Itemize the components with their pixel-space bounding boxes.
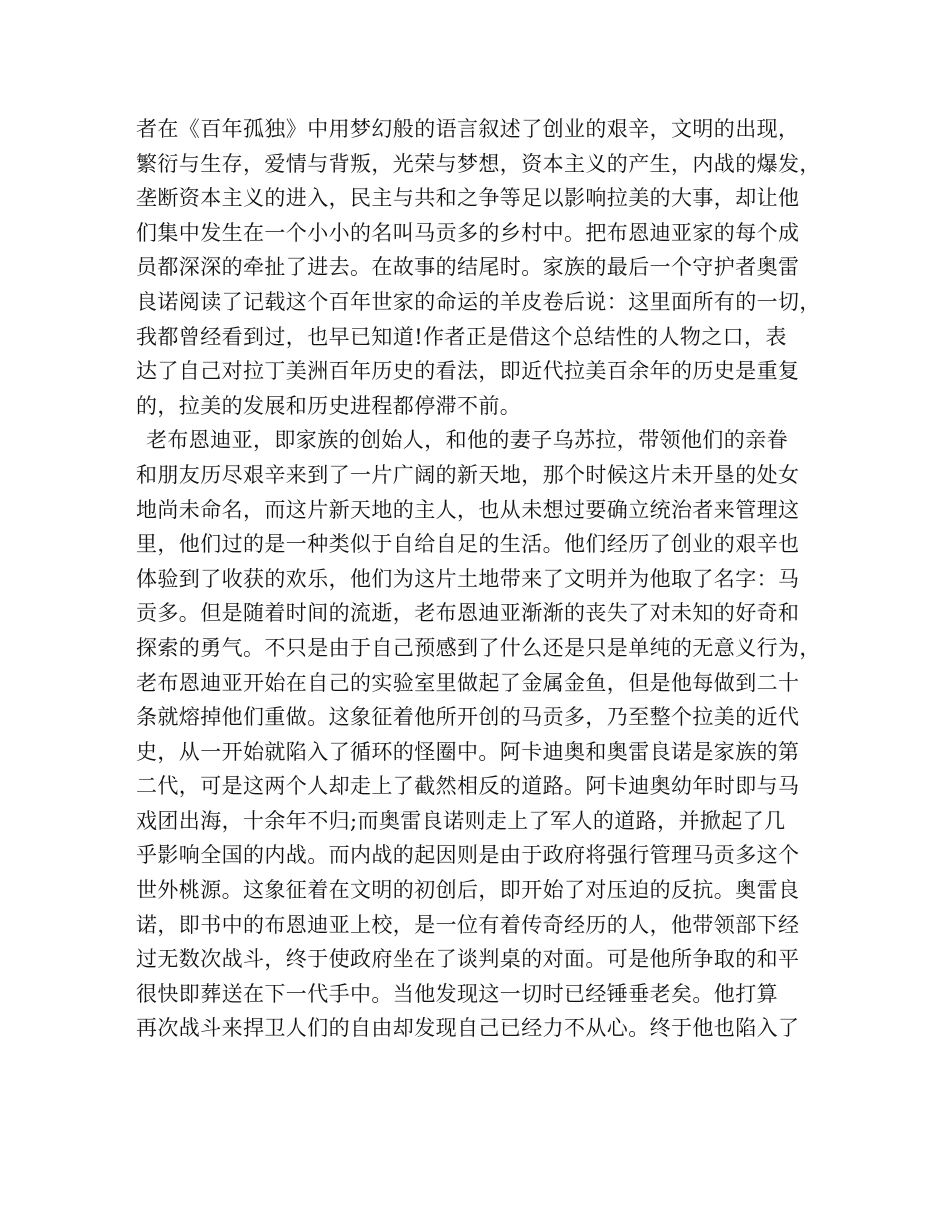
text-line: 世外桃源。这象征着在文明的初创后，即开始了对压迫的反抗。奥雷良 bbox=[136, 878, 800, 903]
text-line: 老布恩迪亚开始在自己的实验室里做起了金属金鱼，但是他每做到二十 bbox=[136, 670, 800, 695]
text-line: 垄断资本主义的进入，民主与共和之争等足以影响拉美的大事，却让他 bbox=[136, 186, 800, 211]
text-line: 条就熔掉他们重做。这象征着他所开创的马贡多，乃至整个拉美的近代 bbox=[136, 705, 800, 730]
body-text bbox=[136, 112, 826, 1046]
text-line: 和朋友历尽艰辛来到了一片广阔的新天地，那个时候这片未开垦的处女 bbox=[136, 462, 800, 487]
text-line: 我都曾经看到过，也早已知道!作者正是借这个总结性的人物之口，表 bbox=[136, 324, 787, 349]
text-line: 探索的勇气。不只是由于自己预感到了什么还是只是单纯的无意义行为， bbox=[136, 635, 821, 660]
text-line: 者在《百年孤独》中用梦幻般的语言叙述了创业的艰辛，文明的出现， bbox=[136, 117, 800, 141]
text-line: 达了自己对拉丁美洲百年历史的看法，即近代拉美百余年的历史是重复 bbox=[136, 359, 800, 384]
text-line: 再次战斗来捍卫人们的自由却发现自己已经力不从心。终于他也陷入了 bbox=[136, 1016, 800, 1041]
text-line: 二代，可是这两个人却走上了截然相反的道路。阿卡迪奥幼年时即与马 bbox=[136, 774, 800, 799]
text-line: 体验到了收获的欢乐，他们为这片土地带来了文明并为他取了名字：马 bbox=[136, 566, 800, 591]
text-line: 贡多。但是随着时间的流逝，老布恩迪亚渐渐的丧失了对未知的好奇和 bbox=[136, 601, 800, 626]
text-line: 的，拉美的发展和历史进程都停滞不前。 bbox=[136, 393, 522, 418]
text-line: 很快即葬送在下一代手中。当他发现这一切时已经锤垂老矣。他打算 bbox=[136, 981, 778, 1006]
text-line: 过无数次战斗，终于使政府坐在了谈判桌的对面。可是他所争取的和平 bbox=[136, 947, 800, 972]
text-line: 繁衍与生存，爱情与背叛，光荣与梦想，资本主义的产生，内战的爆发， bbox=[136, 151, 821, 176]
text-line: 诺，即书中的布恩迪亚上校，是一位有着传奇经历的人，他带领部下经 bbox=[136, 912, 800, 937]
text-line: 良诺阅读了记载这个百年世家的命运的羊皮卷后说：这里面所有的一切， bbox=[136, 289, 821, 314]
paragraph-first-line: 老布恩迪亚，即家族的创始人，和他的妻子乌苏拉，带领他们的亲眷 bbox=[146, 428, 788, 453]
text-line: 乎影响全国的内战。而内战的起因则是由于政府将强行管理马贡多这个 bbox=[136, 843, 800, 868]
text-line: 们集中发生在一个小小的名叫马贡多的乡村中。把布恩迪亚家的每个成 bbox=[136, 220, 800, 245]
text-line: 戏团出海，十余年不归;而奥雷良诺则走上了军人的道路，并掀起了几 bbox=[136, 808, 786, 833]
text-line: 员都深深的牵扯了进去。在故事的结尾时。家族的最后一个守护者奥雷 bbox=[136, 255, 800, 280]
text-line: 地尚未命名，而这片新天地的主人，也从未想过要确立统治者来管理这 bbox=[136, 497, 800, 522]
text-line: 里，他们过的是一种类似于自给自足的生活。他们经历了创业的艰辛也 bbox=[136, 532, 800, 557]
text-line: 史，从一开始就陷入了循环的怪圈中。阿卡迪奥和奥雷良诺是家族的第 bbox=[136, 739, 800, 764]
